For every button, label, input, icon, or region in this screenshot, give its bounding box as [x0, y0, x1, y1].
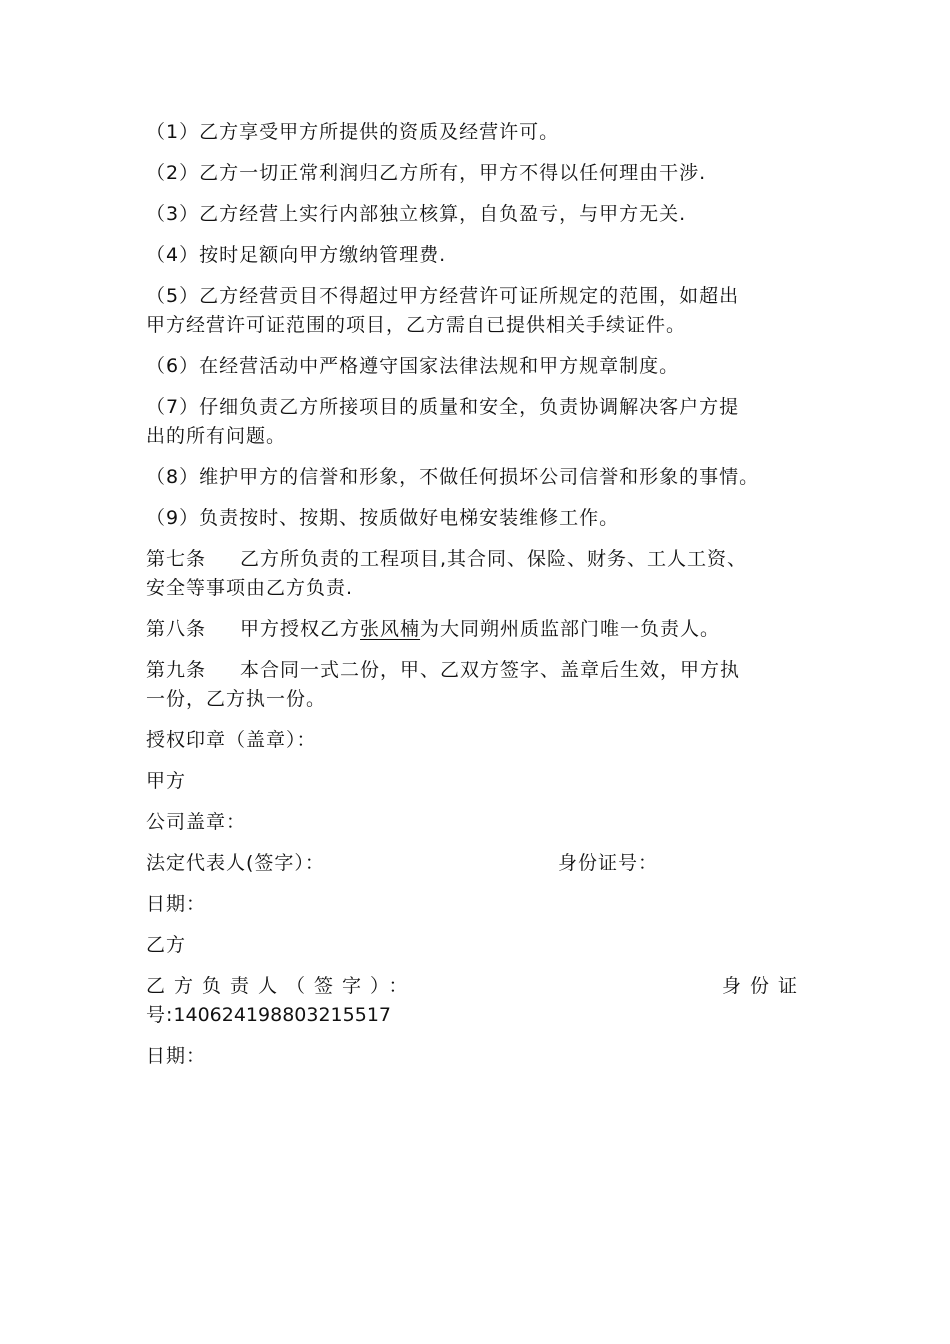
- article-9-label: 第九条: [146, 659, 207, 681]
- article-8: [146, 615, 826, 644]
- clause-item-6: （6）在经营活动中严格遵守国家法律法规和甲方规章制度。: [146, 355, 680, 377]
- authorized-person-name: 张风楠: [360, 618, 421, 640]
- article-8-label: 第八条: [146, 618, 207, 640]
- clause-item-4: （4）按时足额向甲方缴纳管理费.: [146, 244, 447, 266]
- clause-item-9: （9）负责按时、按期、按质做好电梯安装维修工作。: [146, 507, 620, 529]
- article-9-line-1: [146, 656, 826, 685]
- party-b-id-number-value: 140624198803215517: [173, 1004, 391, 1026]
- clause-item-5-line-1: （5）乙方经营贡目不得超过甲方经营许可证所规定的范围，如超出: [146, 285, 740, 307]
- party-b-label: 乙方: [146, 934, 187, 956]
- clause-item-3: （3）乙方经营上实行内部独立核算，自负盈亏，与甲方无关.: [146, 203, 687, 225]
- party-b-id-number-label: 身份证: [721, 975, 806, 997]
- party-b-id-number-line: [146, 1001, 826, 1030]
- authorization-seal-label: 授权印章（盖章）：: [146, 729, 317, 751]
- article-9-line-2: 一份，乙方执一份。: [146, 688, 327, 710]
- company-seal-label: 公司盖章：: [146, 811, 247, 833]
- article-7-text: 乙方所负责的工程项目,其合同、保险、财务、工人工资、: [240, 548, 748, 570]
- article-8-suffix: 为大同朔州质监部门唯一负责人。: [420, 618, 721, 640]
- clause-item-7: [146, 393, 826, 451]
- article-9: [146, 656, 826, 714]
- clause-item-1: （1）乙方享受甲方所提供的资质及经营许可。: [146, 121, 560, 143]
- clause-item-5: [146, 282, 826, 340]
- clause-item-7-line-1: （7）仔细负责乙方所接项目的质量和安全，负责协调解决客户方提: [146, 396, 740, 418]
- legal-representative-label: 法定代表人(签字）：: [146, 852, 325, 874]
- party-a-date-label: 日期：: [146, 893, 207, 915]
- article-8-prefix: 甲方授权乙方: [240, 618, 361, 640]
- article-7-line-2: 安全等事项由乙方负责.: [146, 577, 354, 599]
- clause-item-2: （2）乙方一切正常利润归乙方所有，甲方不得以任何理由干涉.: [146, 162, 707, 184]
- article-9-text: 本合同一式二份，甲、乙双方签字、盖章后生效，甲方执: [240, 659, 741, 681]
- document-page: [146, 118, 826, 1083]
- clause-item-8: （8）维护甲方的信誉和形象，不做任何损坏公司信誉和形象的事情。: [146, 466, 760, 488]
- legal-representative-row: [146, 849, 826, 878]
- party-b-responsible-label: 乙方负责人（签字）：: [146, 975, 417, 997]
- party-b-date-label: 日期：: [146, 1045, 207, 1067]
- clause-item-5-line-2: 甲方经营许可证范围的项目，乙方需自已提供相关手续证件。: [146, 314, 687, 336]
- party-b-responsible-row: [146, 972, 806, 1001]
- party-a-label: 甲方: [146, 770, 187, 792]
- article-7-label: 第七条: [146, 548, 207, 570]
- article-7-line-1: [146, 545, 826, 574]
- party-a-id-number-label: 身份证号：: [558, 852, 659, 874]
- clause-item-7-line-2: 出的所有问题。: [146, 425, 287, 447]
- article-7: [146, 545, 826, 603]
- party-b-id-number-prefix: 号:: [146, 1004, 174, 1026]
- party-b-responsible-block: [146, 972, 826, 1030]
